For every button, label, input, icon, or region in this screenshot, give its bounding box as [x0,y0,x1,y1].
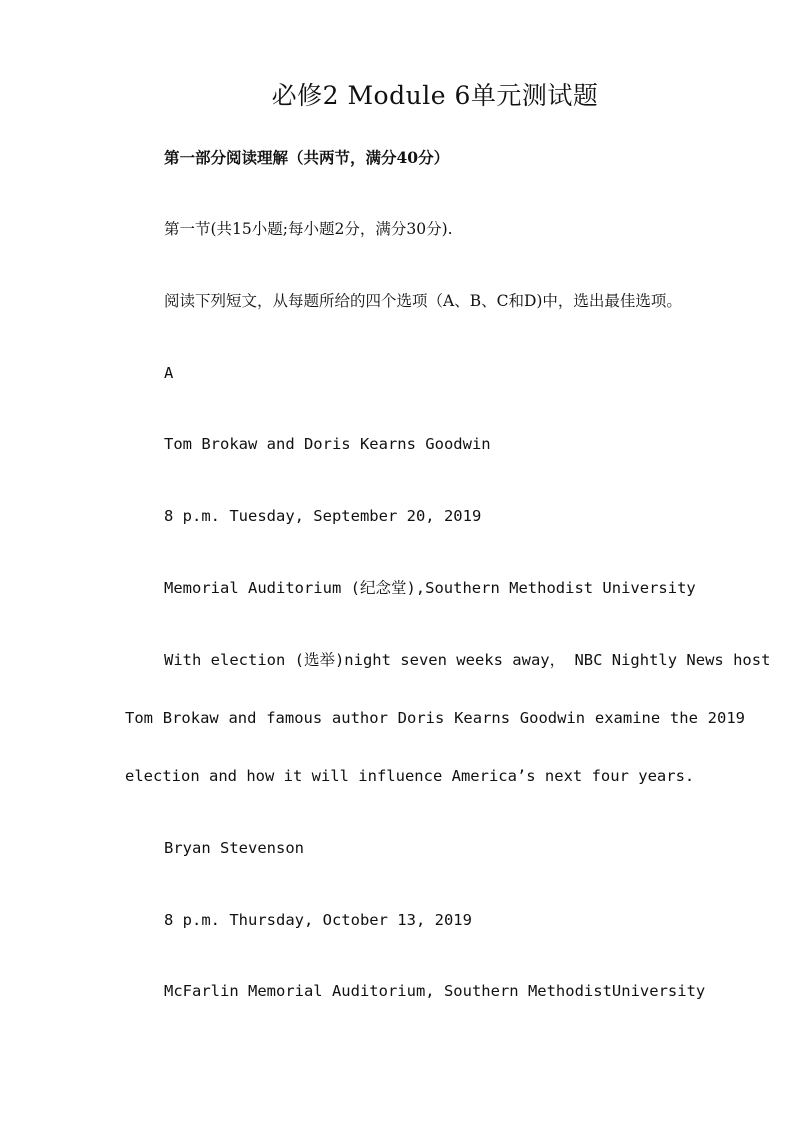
event-1-time: 8 p.m. Tuesday, September 20, 2019 [164,507,482,525]
event-1-speakers: Tom Brokaw and Doris Kearns Goodwin [164,435,491,453]
instruction-text: 阅读下列短文，从每题所给的四个选项（A、B、C和D)中，选出最佳选项。 [164,292,682,310]
page-title: 必修2 Module 6单元测试题 [271,81,599,110]
event-1-venue: Memorial Auditorium (纪念堂),Southern Methodist University [164,579,696,597]
section-heading: 第一节(共15小题;每小题2分，满分30分). [164,220,453,238]
part-heading: 第一部分阅读理解（共两节，满分40分） [164,148,450,167]
event-2-time: 8 p.m. Thursday, October 13, 2019 [164,911,472,929]
event-1-description-line-1: With election (选举)night seven weeks away， NBC Nightly News host [164,651,771,669]
event-1-description-line-3: election and how it will influence America’s next four years. [125,767,695,785]
event-2-speakers: Bryan Stevenson [164,839,304,857]
event-1-description-line-2: Tom Brokaw and famous author Doris Kearns Goodwin examine the 2019 [125,709,745,727]
event-2-venue: McFarlin Memorial Auditorium, Southern MethodistUniversity [164,982,706,1000]
passage-label: A [164,364,174,382]
